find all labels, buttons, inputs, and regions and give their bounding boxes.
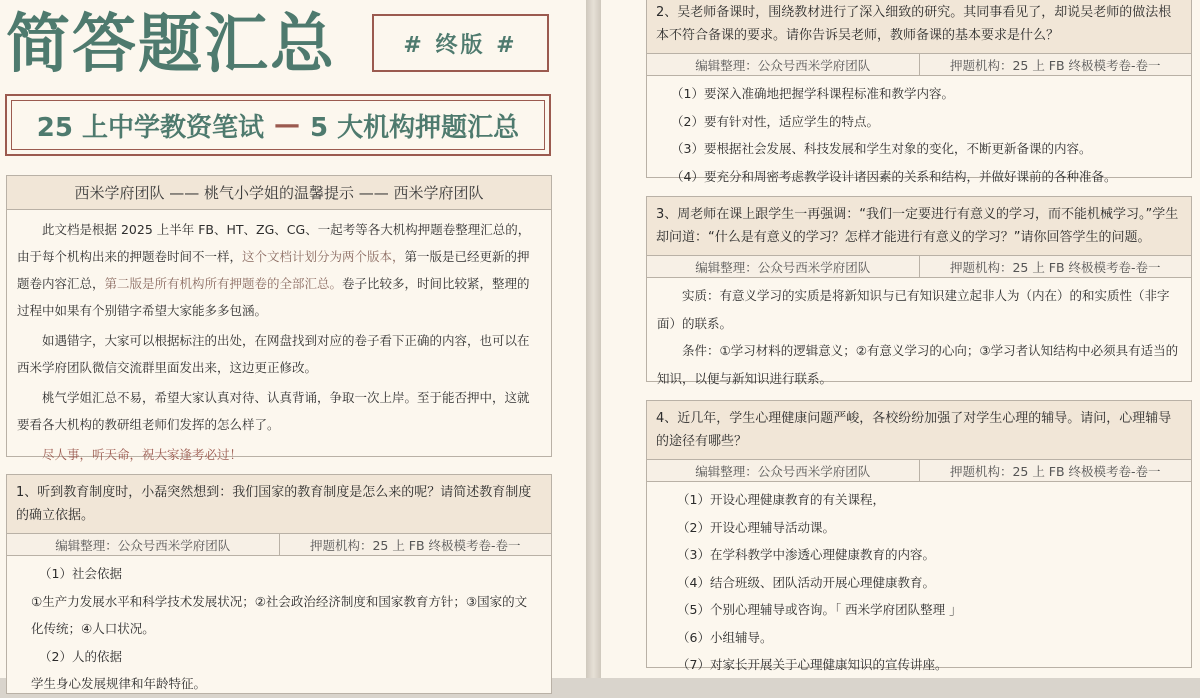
subtitle-right: 5 大机构押题汇总 [310, 112, 520, 143]
page-title: 简答题汇总 [6, 8, 336, 82]
editor-label: 编辑整理：公众号西米学府团队 [695, 463, 871, 479]
notice-body [7, 210, 551, 468]
answer-line: ①生产力发展水平和科学技术发展状况；②社会政治经济制度和国家教育方针；③国家的文化传统；④人口状况。 [31, 593, 528, 636]
question-card-3 [646, 196, 1192, 386]
answer-line: （2）人的依据 [39, 648, 122, 664]
answer-line: （1）社会依据 [39, 566, 122, 581]
notice-text: 卷子比较多，时间比较紧，整理的过程中如果有个别错字希望大家能多多包涵。 [17, 276, 530, 318]
answer-line: （1）开设心理健康教育的有关课程， [677, 492, 885, 507]
question-text: 1、听到教育制度时，小磊突然想到：我们国家的教育制度是怎么来的呢？请简述教育制度的确立依据。 [7, 475, 551, 534]
answer-line: （5）个别心理辅导或咨询。「 西米学府团队整理 」 [677, 602, 962, 617]
version-badge: # 终版 # [372, 14, 549, 72]
page-gutter [586, 0, 601, 678]
right-page [601, 0, 1200, 678]
answer-body [647, 76, 1191, 190]
notice-paragraph-3: 桃气学姐汇总不易，希望大家认真对待、认真背诵，争取一次上岸。至于能否押中，这就要看各大机构的教研组老师们发挥的怎么样了。 [17, 390, 530, 432]
editor-label: 编辑整理：公众号西米学府团队 [695, 259, 871, 275]
subtitle-left: 25 上中学教资笔试 [36, 112, 265, 143]
answer-line: 学生身心发展规律和年龄特征。 [31, 676, 207, 691]
answer-line: （1）要深入准确地把握学科课程标准和教学内容。 [671, 86, 954, 101]
answer-line: （3）在学科教学中渗透心理健康教育的内容。 [677, 547, 935, 562]
question-meta [7, 534, 551, 556]
answer-line: （4）结合班级、团队活动开展心理健康教育。 [677, 574, 935, 590]
editor-label: 编辑整理：公众号西米学府团队 [55, 537, 231, 553]
source-label: 押题机构：25 上 FB 终极模考卷-卷一 [919, 54, 1192, 75]
question-card-2 [646, 0, 1192, 184]
answer-body [647, 482, 1191, 679]
question-meta [647, 256, 1191, 278]
editor-label: 编辑整理：公众号西米学府团队 [695, 57, 871, 73]
notice-box [6, 175, 552, 462]
question-text: 2、吴老师备课时，围绕教材进行了深入细致的研究。其同事看见了，却说吴老师的做法根本不符合备课的要求。请你告诉吴老师，教师备课的基本要求是什么？ [647, 0, 1191, 54]
answer-line: （7）对家长开展关于心理健康知识的宣传讲座。 [677, 657, 948, 672]
left-page [0, 0, 586, 691]
answer-line: （6）小组辅导。 [677, 629, 773, 645]
notice-paragraph-1 [17, 216, 541, 324]
source-label: 押题机构：25 上 FB 终极模考卷-卷一 [919, 460, 1192, 481]
source-label: 押题机构：25 上 FB 终极模考卷-卷一 [279, 534, 552, 555]
question-card-1 [6, 474, 552, 694]
notice-text: 第二版是所有机构所有押题卷的全部汇总。 [104, 276, 343, 291]
notice-text: 这个文档计划分为两个版本， [242, 249, 405, 264]
question-meta [647, 54, 1191, 76]
answer-line: 实质：有意义学习的实质是将新知识与已有知识建立起非人为（内在）的和实质性（非字面）的联系。 [657, 288, 1170, 331]
answer-line: （2）要有针对性，适应学生的特点。 [671, 113, 879, 129]
source-label: 押题机构：25 上 FB 终极模考卷-卷一 [919, 256, 1192, 277]
answer-line: （2）开设心理辅导活动课。 [677, 519, 835, 535]
subtitle-banner [5, 94, 551, 156]
question-text: 3、周老师在课上跟学生一再强调：“我们一定要进行有意义的学习，而不能机械学习。”学生却问道：“什么是有意义的学习？怎样才能进行有意义的学习？”请你回答学生的问题。 [647, 197, 1191, 256]
answer-body [647, 278, 1191, 392]
answer-line: （4）要充分和周密考虑教学设计诸因素的关系和结构，并做好课前的各种准备。 [671, 168, 1117, 184]
notice-paragraph-2: 如遇错字，大家可以根据标注的出处，在网盘找到对应的卷子看下正确的内容，也可以在西米学府团队微信交流群里面发出来，这边更正修改。 [17, 333, 530, 375]
question-meta [647, 460, 1191, 482]
answer-line: 条件：①学习材料的逻辑意义；②有意义学习的心向；③学习者认知结构中必须具有适当的知识，以便与新知识进行联系。 [657, 343, 1179, 386]
answer-line: （3）要根据社会发展、科技发展和学生对象的变化，不断更新备课的内容。 [671, 141, 1092, 156]
answer-body [7, 556, 551, 698]
subtitle-separator: — [274, 110, 301, 140]
notice-text: 此文档是根据 2025 上半年 FB、HT、ZG、CG、一起考等各大机构押题卷整理汇总的，由于每个机构出来的押题卷时间不一样， [17, 222, 531, 264]
notice-text: 第一版是已经更新的押题卷内容汇总， [17, 249, 530, 291]
notice-heading: 西米学府团队 —— 桃气小学姐的温馨提示 —— 西米学府团队 [7, 176, 551, 210]
question-text: 4、近几年，学生心理健康问题严峻，各校纷纷加强了对学生心理的辅导。请问，心理辅导的途径有哪些？ [647, 401, 1191, 460]
question-card-4 [646, 400, 1192, 672]
notice-closing: 尽人事，听天命，祝大家逢考必过！ [42, 447, 243, 462]
